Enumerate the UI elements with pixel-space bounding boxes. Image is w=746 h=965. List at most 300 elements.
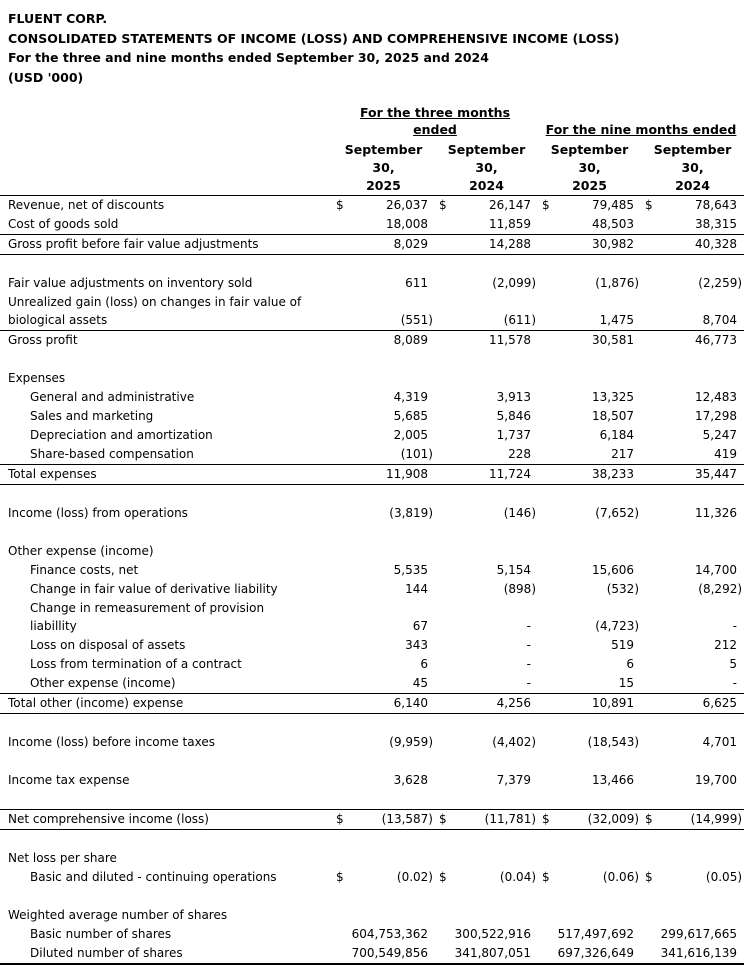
dollar-sign: $ (645, 870, 653, 884)
dollar-sign (332, 636, 348, 655)
value-cell: 517,497,692 (557, 927, 635, 941)
value-cell: 7,379 (496, 773, 532, 787)
value-cell: (2,099) (492, 276, 537, 290)
row-label: Income tax expense (8, 773, 130, 787)
dollar-sign (641, 331, 657, 351)
value-cell: 13,325 (592, 390, 635, 404)
dollar-sign (435, 674, 451, 694)
dollar-sign (435, 465, 451, 485)
table-row (0, 925, 744, 944)
value-cell: 3,913 (496, 390, 532, 404)
dollar-sign (332, 542, 348, 561)
dollar-sign (538, 561, 554, 580)
value-cell: 604,753,362 (351, 927, 428, 941)
value-cell: 4,319 (393, 390, 428, 404)
label-column-header (0, 104, 332, 138)
dollar-sign (538, 445, 554, 465)
value-cell: 2,005 (393, 428, 428, 442)
spacer-cell (0, 485, 744, 505)
table-row (0, 445, 744, 465)
statement-period: For the three and nine months ended September 30, 2025 and 2024 (8, 50, 489, 65)
value-cell: 38,233 (554, 465, 641, 485)
value-cell: 18,008 (348, 215, 435, 235)
spacer-row (0, 255, 744, 275)
value-cell: 4,256 (451, 694, 538, 714)
value-cell: (0.05) (705, 870, 743, 884)
value-cell: (32,009) (554, 810, 641, 830)
value-cell: - (526, 657, 532, 671)
value-cell: 8,089 (393, 333, 428, 347)
value-cell: (14,999) (657, 810, 744, 830)
value-cell: - (526, 619, 532, 633)
dollar-sign (538, 369, 554, 388)
dollar-sign (538, 465, 554, 485)
dollar-sign (435, 599, 451, 636)
dollar-sign (435, 655, 451, 674)
dollar-sign (641, 369, 657, 388)
value-cell (348, 369, 435, 388)
dollar-sign (332, 235, 348, 255)
spacer-cell (0, 255, 744, 275)
dollar-sign (332, 407, 348, 426)
table-row (0, 771, 744, 790)
value-cell (657, 369, 744, 388)
value-cell: 26,037 (348, 196, 435, 216)
dollar-sign: $ (641, 810, 657, 830)
dollar-sign (538, 925, 554, 944)
dollar-sign (641, 771, 657, 790)
dollar-sign (332, 215, 348, 235)
row-label: Finance costs, net (30, 563, 139, 577)
dollar-sign (641, 407, 657, 426)
dollar-sign (641, 465, 657, 485)
spacer-cell (0, 790, 744, 810)
value-cell: (0.02) (396, 870, 433, 884)
value-cell: 519 (611, 638, 635, 652)
row-label: Sales and marketing (30, 409, 154, 423)
dollar-sign (435, 636, 451, 655)
dollar-sign (435, 771, 451, 790)
section-row (0, 906, 744, 925)
table-row (0, 331, 744, 351)
dollar-sign (435, 504, 451, 523)
dollar-sign (538, 331, 554, 351)
value-cell: 8,704 (657, 293, 744, 331)
dollar-sign (435, 849, 451, 868)
dollar-sign (538, 426, 554, 445)
spacer-cell (0, 752, 744, 771)
value-cell: (551) (348, 293, 435, 331)
row-label: Total other (income) expense (0, 694, 332, 714)
dollar-sign (538, 944, 554, 964)
row-label: Diluted number of shares (0, 944, 332, 964)
column-header-ytd-2024: September 30, 2024 (653, 142, 732, 193)
row-label: Fair value adjustments on inventory sold (8, 276, 253, 290)
dollar-sign (332, 580, 348, 599)
value-cell: (146) (503, 506, 537, 520)
nine-months-group-header: For the nine months ended (545, 122, 737, 137)
value-cell (348, 849, 435, 868)
row-label: Total expenses (0, 465, 332, 485)
value-cell: 8,029 (348, 235, 435, 255)
dollar-sign (435, 542, 451, 561)
spacer-row (0, 830, 744, 850)
value-cell: (532) (606, 582, 640, 596)
dollar-sign (538, 694, 554, 714)
value-cell: 299,617,665 (660, 927, 738, 941)
value-cell: (611) (451, 293, 538, 331)
dollar-sign (641, 235, 657, 255)
three-months-group-header: For the three months ended (360, 105, 511, 137)
value-cell: 6,140 (348, 694, 435, 714)
value-cell (348, 906, 435, 925)
table-row (0, 504, 744, 523)
row-label: Change in fair value of derivative liability (30, 582, 278, 596)
value-cell: 30,581 (592, 333, 635, 347)
value-cell (451, 542, 538, 561)
dollar-sign (641, 694, 657, 714)
row-label: Cost of goods sold (0, 215, 332, 235)
dollar-sign (538, 580, 554, 599)
dollar-sign (538, 274, 554, 293)
value-cell: 67 (412, 619, 428, 633)
dollar-sign (332, 504, 348, 523)
value-cell (451, 369, 538, 388)
dollar-sign (332, 445, 348, 465)
value-cell: (13,587) (348, 810, 435, 830)
row-label: Loss on disposal of assets (30, 638, 186, 652)
table-row (0, 599, 744, 636)
value-cell: 6,184 (599, 428, 635, 442)
value-cell: 217 (554, 445, 641, 465)
document-header (0, 0, 746, 87)
section-row (0, 849, 744, 868)
row-label: Depreciation and amortization (30, 428, 213, 442)
value-cell: 5,846 (496, 409, 532, 423)
value-cell (451, 906, 538, 925)
dollar-sign (435, 906, 451, 925)
value-cell (554, 542, 641, 561)
value-cell: (4,723) (595, 619, 640, 633)
table-row (0, 636, 744, 655)
value-cell: 4,701 (702, 735, 738, 749)
value-cell: (7,652) (595, 506, 640, 520)
dollar-sign (641, 215, 657, 235)
section-row (0, 369, 744, 388)
value-cell: 144 (405, 582, 428, 596)
dollar-sign (332, 426, 348, 445)
dollar-sign (641, 944, 657, 964)
spacer-row (0, 714, 744, 734)
dollar-sign (641, 906, 657, 925)
table-row (0, 674, 744, 694)
row-label: Income (loss) before income taxes (8, 735, 215, 749)
table-row (0, 561, 744, 580)
dollar-sign: $ (538, 810, 554, 830)
dollar-sign (332, 274, 348, 293)
table-row (0, 580, 744, 599)
column-header-q3-2025: September 30, 2025 (344, 142, 423, 193)
value-cell: 35,447 (657, 465, 744, 485)
value-cell: 30,982 (554, 235, 641, 255)
dollar-sign (538, 906, 554, 925)
spacer-row (0, 752, 744, 771)
dollar-sign (641, 733, 657, 752)
value-cell: - (526, 638, 532, 652)
column-header-q3-2024: September 30, 2024 (447, 142, 526, 193)
dollar-sign (435, 944, 451, 964)
currency-units: (USD '000) (8, 69, 84, 85)
value-cell: 419 (657, 445, 744, 465)
value-cell: (0.04) (499, 870, 537, 884)
value-cell: 228 (451, 445, 538, 465)
row-label: General and administrative (30, 390, 195, 404)
section-label: Other expense (income) (8, 544, 154, 558)
dollar-sign: $ (332, 810, 348, 830)
value-cell: 5 (729, 657, 738, 671)
value-cell (657, 849, 744, 868)
dollar-sign (332, 293, 348, 331)
value-cell: 3,628 (393, 773, 428, 787)
column-header-ytd-2025: September 30, 2025 (550, 142, 629, 193)
value-cell: - (732, 619, 738, 633)
value-cell: 6 (626, 657, 635, 671)
value-cell: 11,578 (489, 333, 532, 347)
value-cell: 5,247 (702, 428, 738, 442)
value-cell: 300,522,916 (454, 927, 532, 941)
value-cell: 6,625 (657, 694, 744, 714)
dollar-sign (435, 274, 451, 293)
dollar-sign (332, 674, 348, 694)
section-label: Weighted average number of shares (8, 908, 228, 922)
value-cell: (0.06) (602, 870, 640, 884)
dollar-sign (332, 331, 348, 351)
value-cell: 341,616,139 (657, 944, 744, 964)
dollar-sign (641, 561, 657, 580)
section-row (0, 542, 744, 561)
value-cell: (8,292) (698, 582, 743, 596)
value-cell: 18,507 (592, 409, 635, 423)
statement-title: CONSOLIDATED STATEMENTS OF INCOME (LOSS) AND COMPREHENSIVE INCOME (LOSS) (8, 30, 620, 46)
spacer-row (0, 523, 744, 542)
spacer-row (0, 485, 744, 505)
dollar-sign (538, 407, 554, 426)
dollar-sign (332, 655, 348, 674)
dollar-sign (641, 426, 657, 445)
dollar-sign (641, 849, 657, 868)
value-cell: 15 (554, 674, 641, 694)
value-cell: 40,328 (657, 235, 744, 255)
dollar-sign: $ (332, 196, 348, 216)
dollar-sign (435, 293, 451, 331)
value-cell: 13,466 (592, 773, 635, 787)
dollar-sign (332, 771, 348, 790)
row-label: Gross profit (8, 333, 78, 347)
table-row (0, 426, 744, 445)
value-cell: (18,543) (587, 735, 640, 749)
table-row (0, 215, 744, 235)
spacer-row (0, 790, 744, 810)
value-cell: 5,535 (393, 563, 428, 577)
dollar-sign (641, 274, 657, 293)
table-row (0, 293, 744, 331)
value-cell: 45 (348, 674, 435, 694)
table-row (0, 407, 744, 426)
value-cell: (11,781) (451, 810, 538, 830)
spacer-row (0, 350, 744, 369)
table-row (0, 465, 744, 485)
dollar-sign (641, 599, 657, 636)
value-cell: 700,549,856 (348, 944, 435, 964)
value-cell: 17,298 (695, 409, 738, 423)
value-cell: 14,700 (695, 563, 738, 577)
value-cell: 1,475 (554, 293, 641, 331)
value-cell: (9,959) (389, 735, 433, 749)
dollar-sign (332, 733, 348, 752)
dollar-sign (435, 925, 451, 944)
dollar-sign (641, 445, 657, 465)
value-cell: 14,288 (451, 235, 538, 255)
row-label: Net comprehensive income (loss) (0, 810, 332, 830)
section-label: Net loss per share (8, 851, 117, 865)
spacer-row (0, 887, 744, 906)
dollar-sign (435, 694, 451, 714)
spacer-cell (0, 523, 744, 542)
dollar-sign (641, 388, 657, 407)
dollar-sign (538, 655, 554, 674)
value-cell: 212 (714, 638, 738, 652)
table-row (0, 235, 744, 255)
spacer-cell (0, 887, 744, 906)
dollar-sign (332, 561, 348, 580)
value-cell: 12,483 (695, 390, 738, 404)
value-cell: 5,685 (393, 409, 428, 423)
statement-table (0, 104, 744, 965)
dollar-sign (538, 733, 554, 752)
value-cell: 341,807,051 (451, 944, 538, 964)
dollar-sign (435, 331, 451, 351)
dollar-sign: $ (336, 870, 344, 884)
statement-body (0, 196, 744, 965)
dollar-sign (538, 636, 554, 655)
value-cell: 78,643 (657, 196, 744, 216)
table-row (0, 388, 744, 407)
dollar-sign (538, 504, 554, 523)
dollar-sign (538, 293, 554, 331)
value-cell: 15,606 (592, 563, 635, 577)
dollar-sign (641, 542, 657, 561)
dollar-sign (332, 369, 348, 388)
company-name: FLUENT CORP. (8, 11, 108, 26)
dollar-sign (332, 694, 348, 714)
value-cell: 5,154 (496, 563, 532, 577)
value-cell: (2,259) (698, 276, 743, 290)
value-cell: (3,819) (389, 506, 433, 520)
dollar-sign (332, 906, 348, 925)
dollar-sign (641, 655, 657, 674)
value-cell (348, 542, 435, 561)
spacer-cell (0, 830, 744, 850)
row-label: Basic number of shares (30, 927, 172, 941)
dollar-sign (435, 388, 451, 407)
dollar-sign (538, 674, 554, 694)
table-row (0, 868, 744, 887)
dollar-sign (538, 542, 554, 561)
value-cell: (4,402) (492, 735, 537, 749)
value-cell: 11,908 (348, 465, 435, 485)
value-cell: 1,737 (496, 428, 532, 442)
value-cell: - (451, 674, 538, 694)
value-cell: 79,485 (554, 196, 641, 216)
row-label: Loss from termination of a contract (30, 657, 242, 671)
value-cell: 11,724 (451, 465, 538, 485)
dollar-sign (538, 771, 554, 790)
value-cell (554, 369, 641, 388)
table-row (0, 694, 744, 714)
row-label: Revenue, net of discounts (0, 196, 332, 216)
table-row (0, 733, 744, 752)
spacer-cell (0, 350, 744, 369)
value-cell: (898) (503, 582, 537, 596)
row-label: Other expense (income) (0, 674, 332, 694)
dollar-sign (332, 849, 348, 868)
dollar-sign: $ (435, 196, 451, 216)
dollar-sign (538, 215, 554, 235)
dollar-sign: $ (435, 810, 451, 830)
dollar-sign (641, 580, 657, 599)
table-row (0, 274, 744, 293)
column-header-row (0, 138, 744, 196)
row-label: Basic and diluted - continuing operations (30, 870, 277, 884)
value-cell (451, 849, 538, 868)
row-label: Unrealized gain (loss) on changes in fair value of biological assets (0, 293, 332, 331)
dollar-sign (641, 504, 657, 523)
value-cell (657, 542, 744, 561)
dollar-sign (435, 215, 451, 235)
value-cell (554, 906, 641, 925)
dollar-sign (538, 849, 554, 868)
dollar-sign (538, 388, 554, 407)
dollar-sign (332, 465, 348, 485)
dollar-sign (641, 636, 657, 655)
value-cell: 38,315 (657, 215, 744, 235)
dollar-sign: $ (542, 870, 550, 884)
value-cell: - (657, 674, 744, 694)
value-cell: 10,891 (554, 694, 641, 714)
dollar-sign (332, 388, 348, 407)
value-cell: 11,326 (695, 506, 738, 520)
row-label: Change in remeasurement of provision liabillity (30, 601, 265, 633)
dollar-sign (435, 580, 451, 599)
value-cell: 6 (420, 657, 428, 671)
dollar-sign (641, 293, 657, 331)
table-row (0, 944, 744, 964)
dollar-sign (538, 235, 554, 255)
dollar-sign (641, 925, 657, 944)
dollar-sign: $ (439, 870, 447, 884)
dollar-sign (641, 674, 657, 694)
row-label: Income (loss) from operations (8, 506, 188, 520)
value-cell: 697,326,649 (554, 944, 641, 964)
table-row (0, 810, 744, 830)
spacer-cell (0, 714, 744, 734)
row-label: Share-based compensation (0, 445, 332, 465)
section-label: Expenses (8, 371, 66, 385)
value-cell: 611 (405, 276, 428, 290)
value-cell: (101) (348, 445, 435, 465)
value-cell (657, 906, 744, 925)
period-group-row (0, 104, 744, 138)
